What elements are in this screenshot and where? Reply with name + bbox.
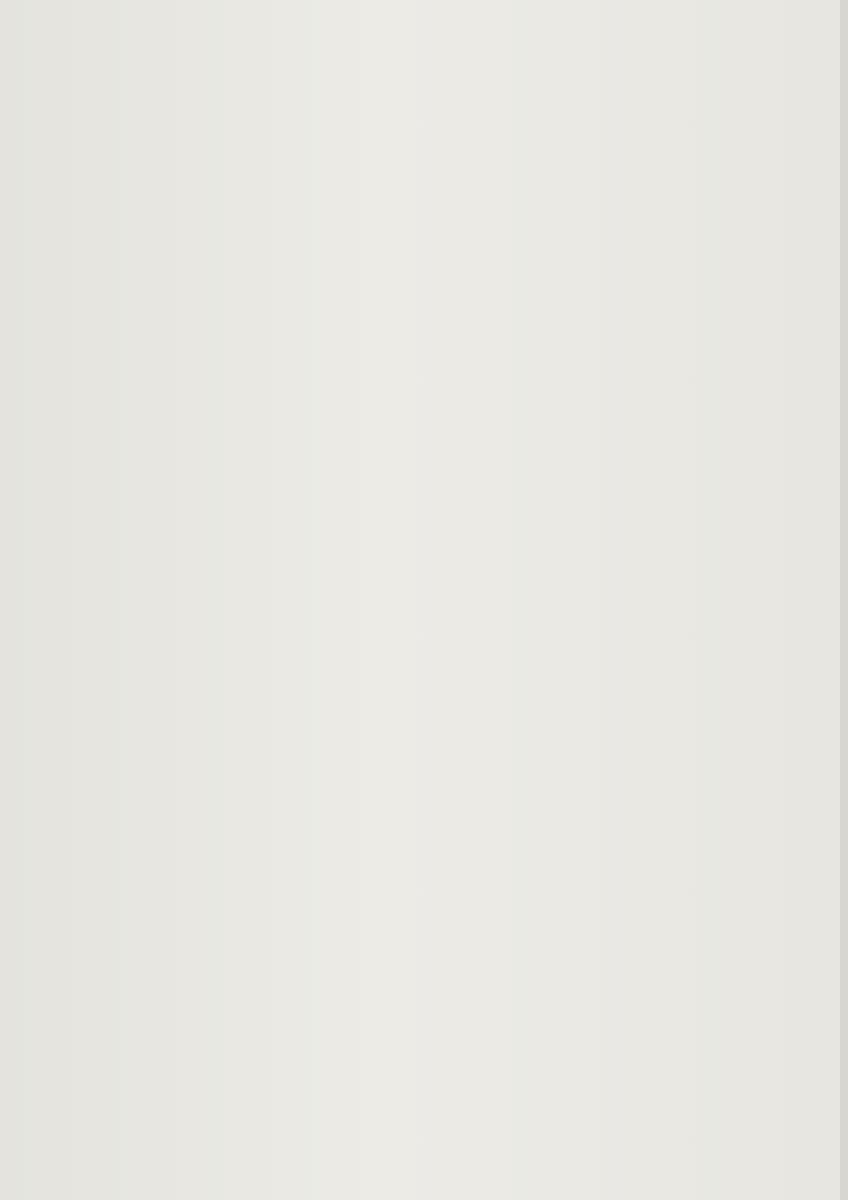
contents-lower-half <box>0 600 848 1200</box>
page-edge <box>840 0 848 1200</box>
